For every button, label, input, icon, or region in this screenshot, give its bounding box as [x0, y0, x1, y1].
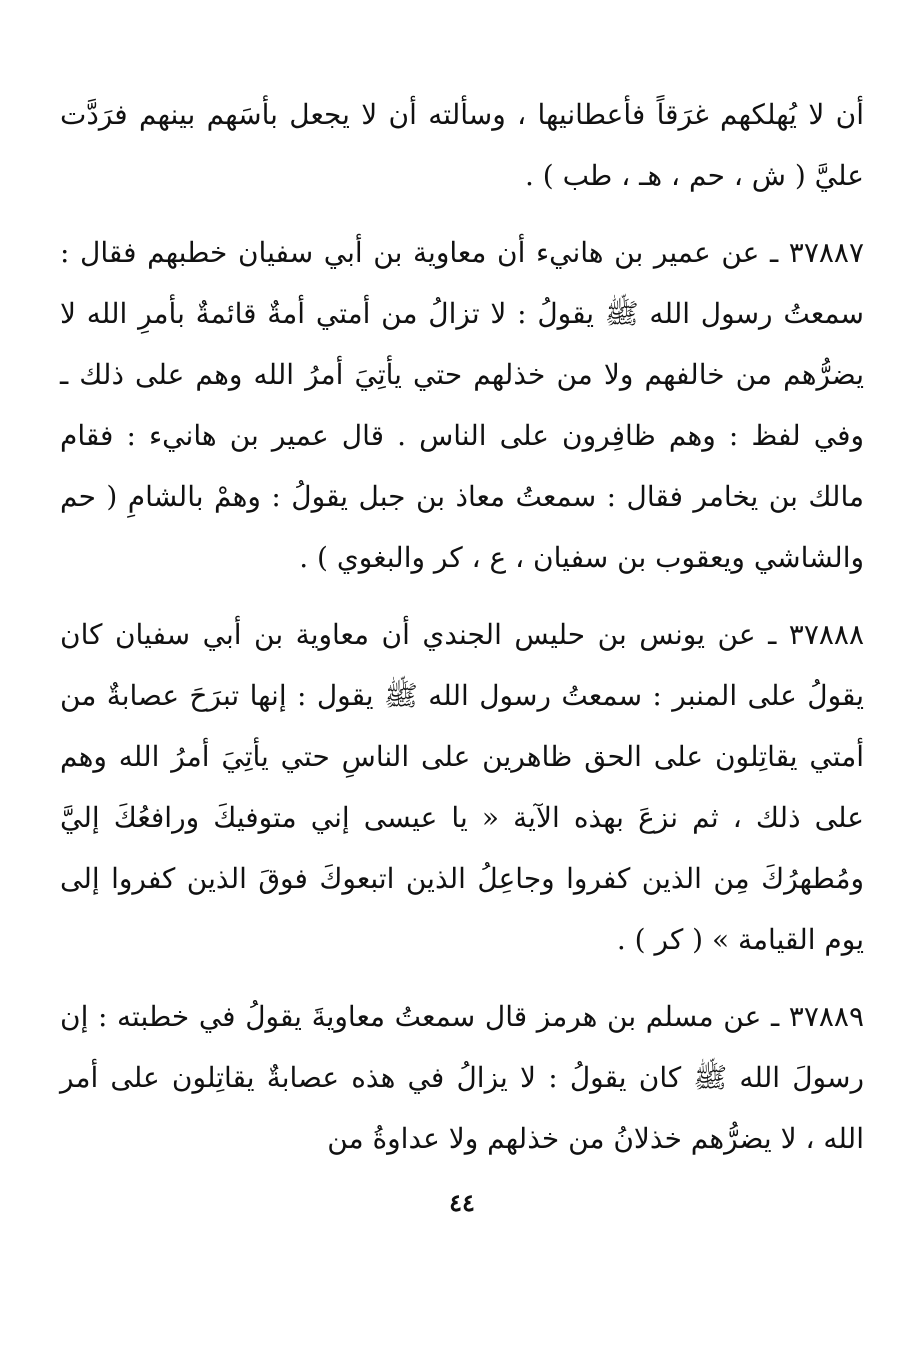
- hadith-paragraph-37888: [60, 604, 864, 970]
- hadith-number: ٣٧٨٨٧: [788, 236, 864, 269]
- hadith-number: ٣٧٨٨٨: [788, 618, 864, 651]
- separator-dash: ـ: [755, 618, 789, 651]
- paragraph-text: أن لا يُهلكهم غرَقاً فأعطانيها ، وسألته أن لا يجعل بأسَهم بينهم فرَدَّت عليَّ ( ش ، حم ، هـ ، طب ) .: [60, 98, 864, 192]
- paragraph-text: عن مسلم بن هرمز قال سمعتُ معاويةَ يقولُ في خطبته : إن رسولَ الله ﷺ كان يقولُ : لا يزالُ في هذه عصابةٌ يقاتِلون على أمر الله ، لا يضرُّهم خذلانُ من خذلهم ولا عداوةُ من: [60, 1000, 864, 1155]
- page-body-text: [60, 84, 864, 1185]
- hadith-paragraph-37889: [60, 986, 864, 1169]
- hadith-paragraph-37887: [60, 222, 864, 588]
- paragraph-text: عن يونس بن حليس الجندي أن معاوية بن أبي سفيان كان يقولُ على المنبر : سمعتُ رسول الله ﷺ يقول : إنها تبرَحَ عصابةٌ من أمتي يقاتِلون على الحق ظاهرين على الناسِ حتي يأتِيَ أمرُ الله وهم على ذلك ، ثم نزعَ بهذه الآية « يا عيسى إني متوفيكَ ورافعُكَ إليَّ ومُطهرُكَ مِن الذين كفروا وجاعِلُ الذين اتبعوكَ فوقَ الذين كفروا إلى يوم القيامة » ( كر ) .: [60, 618, 865, 956]
- page-number: ٤٤: [449, 1188, 475, 1217]
- paragraph-continuation: [60, 84, 864, 206]
- separator-dash: ـ: [761, 1000, 789, 1033]
- hadith-number: ٣٧٨٨٩: [788, 1000, 864, 1033]
- separator-dash: ـ: [759, 236, 789, 269]
- paragraph-text: عن عمير بن هانيء أن معاوية بن أبي سفيان خطبهم فقال : سمعتُ رسول الله ﷺ يقولُ : لا تزالُ من أمتي أمةٌ قائمةٌ بأمرِ الله لا يضرُّهم من خالفهم ولا من خذلهم حتي يأتِيَ أمرُ الله وهم على ذلك ـ وفي لفظ : وهم ظافِرون على الناس . قال عمير بن هانيء : فقام مالك بن يخامر فقال : سمعتُ معاذ بن جبل يقولُ : وهمْ بالشامِ ( حم والشاشي ويعقوب بن سفيان ، ع ، كر والبغوي ) .: [60, 236, 864, 574]
